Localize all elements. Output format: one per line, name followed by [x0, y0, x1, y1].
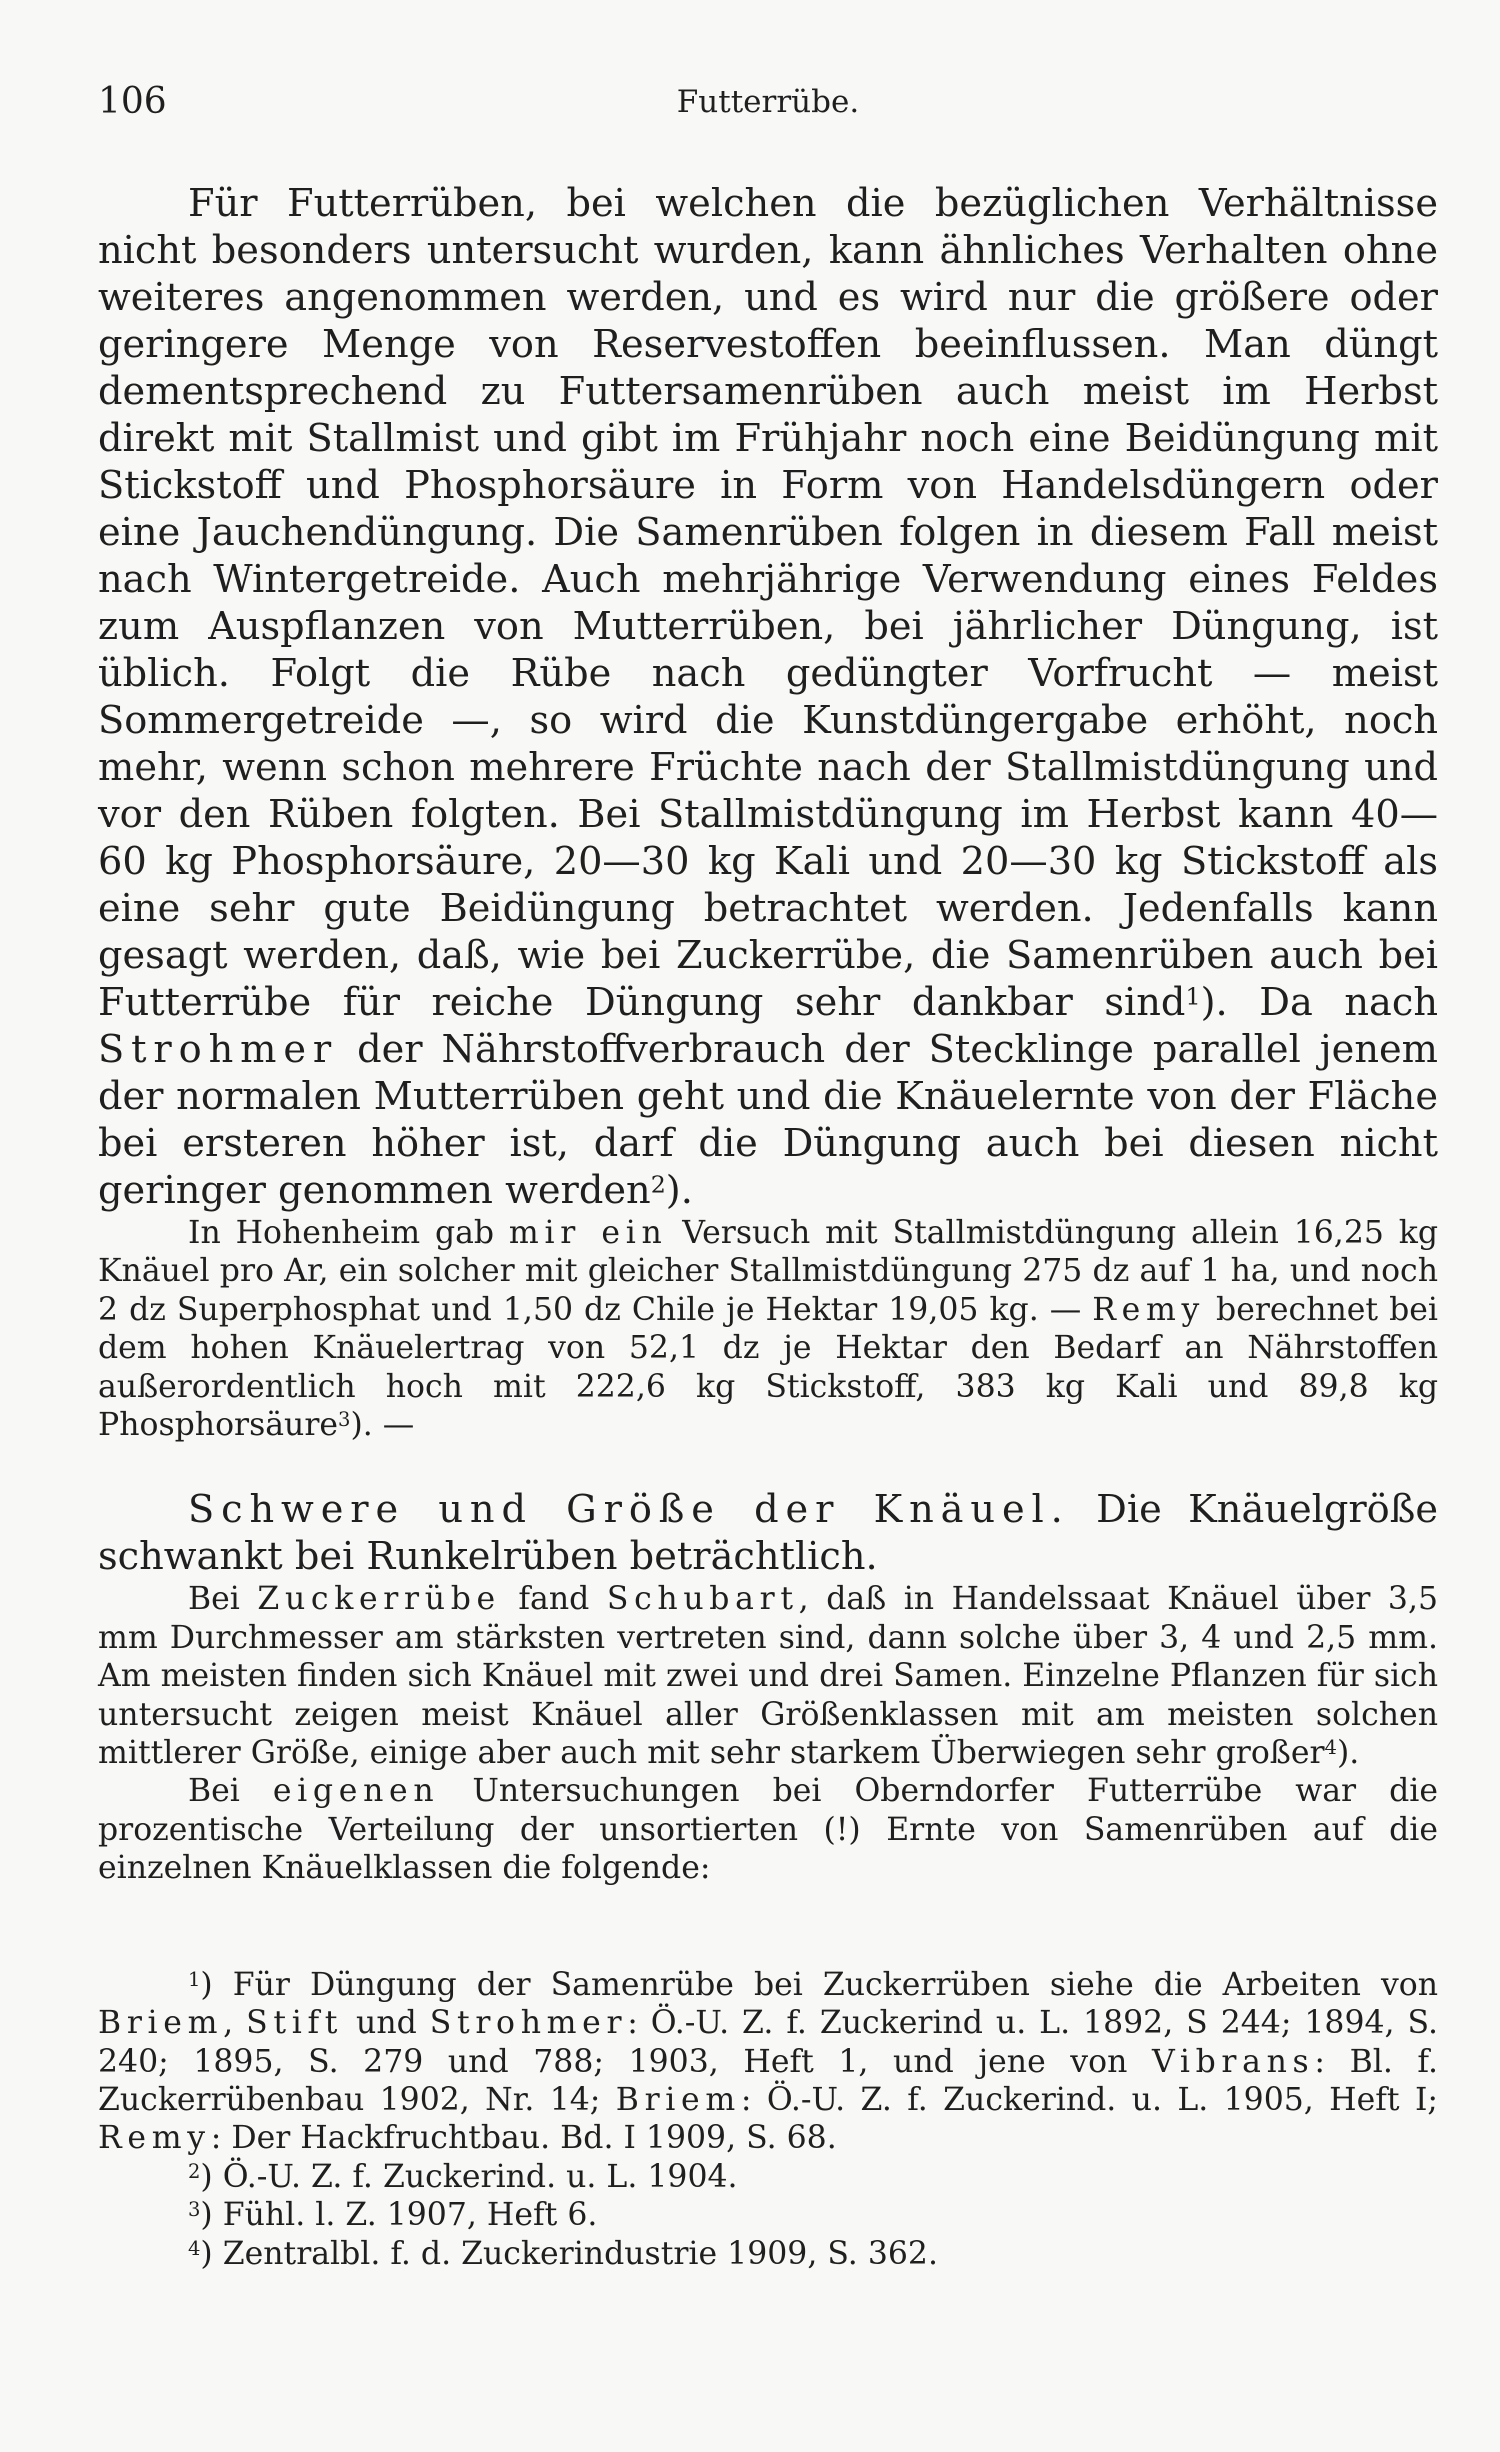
author-name: Vibrans	[1151, 2043, 1315, 2080]
text-run: In Hohenheim gab	[188, 1215, 509, 1251]
text-run: : Ö.-U. Z. f. Zuckerind u. L. 1892, S 244; 1894, S. 240; 1895, S. 279 und 788; 1903, Heft 1, und jene von	[98, 2005, 1438, 2080]
text-run: ) Zentralbl. f. d. Zuckerindustrie 1909, S. 362.	[200, 2235, 938, 2272]
footnote-1	[98, 1966, 1438, 2158]
footnote-marker: 2	[188, 2159, 201, 2183]
author-name: Stift	[246, 2005, 344, 2042]
text-run: ). Da nach	[1200, 980, 1438, 1025]
footnote-3	[98, 2196, 1438, 2234]
text-run: Bei	[188, 1581, 258, 1618]
text-run: ) Fühl. l. Z. 1907, Heft 6.	[200, 2197, 598, 2234]
text-run: Untersuchungen bei Oberndorfer Futterrübe war die prozentische Verteilung der unsortierten (!) Ernte von Samenrüben auf die einzelnen Knäuelklassen die folgende:	[98, 1773, 1438, 1887]
text-run: und	[343, 2005, 430, 2042]
spaced-emphasis: eigenen	[272, 1773, 440, 1810]
footnote-marker: 1	[188, 1967, 201, 1991]
text-run: , daß in Handelssaat Knäuel über 3,5 mm Durchmesser am stärksten vertreten sind, dann solche über 3, 4 und 2,5 mm. Am meisten finden sich Knäuel mit zwei und drei Samen. Einzelne Pflanzen für sich untersucht zeigen meist Knäuel aller Größenklassen mit am meisten solchen mittlerer Größe, einige aber auch mit sehr starkem Überwiegen sehr großer	[98, 1581, 1438, 1772]
text-run: ,	[223, 2005, 247, 2042]
text-run: ).	[1336, 1735, 1360, 1772]
author-name: Briem	[615, 2081, 741, 2118]
text-run: ). —	[350, 1407, 415, 1444]
text-run: : Bl. f. Zuckerrübenbau 1902, Nr. 14;	[98, 2043, 1438, 2118]
text-run: Die Knäuelgröße schwankt bei Runkelrüben beträchtlich.	[98, 1487, 1438, 1580]
text-run: : Der Hackfruchtbau. Bd. I 1909, S. 68.	[210, 2120, 837, 2157]
paragraph-fertilization	[98, 180, 1438, 1214]
text-run: Bei	[188, 1773, 273, 1810]
author-name-schubart: Schubart	[606, 1581, 799, 1618]
footnotes	[98, 1966, 1438, 2273]
paragraph-hohenheim-trial	[98, 1214, 1438, 1444]
text-run: ) Ö.-U. Z. f. Zuckerind. u. L. 1904.	[200, 2158, 738, 2195]
author-name: Briem	[98, 2005, 224, 2042]
text-run: berechnet bei dem hohen Knäuelertrag von 52,1 dz je Hektar den Bedarf an Nährstoffen außerordentlich hoch mit 222,6 kg Stickstoff, 383 kg Kali und 89,8 kg Phosphorsäure	[98, 1291, 1438, 1444]
text-run: Versuch mit Stallmistdüngung allein 16,25 kg Knäuel pro Ar, ein solcher mit gleicher Stallmistdüngung 275 dz auf 1 ha, und noch 2 dz Superphosphat und 1,50 dz Chile je Hektar 19,05 kg. —	[98, 1215, 1438, 1328]
author-name-strohmer: Strohmer	[98, 1027, 339, 1072]
text-run: Für Futterrüben, bei welchen die bezüglichen Verhältnisse nicht besonders untersucht wurden, kann ähnliches Verhalten ohne weiteres angenommen werden, und es wird nur die größere oder geringere Menge von Reservestoffen beeinflussen. Man düngt dementsprechend zu Futtersamenrüben auch meist im Herbst direkt mit Stallmist und gibt im Frühjahr noch eine Beidüngung mit Stickstoff und Phosphorsäure in Form von Handelsdüngern oder eine Jauchendüngung. Die Samenrüben folgen in diesem Fall meist nach Wintergetreide. Auch mehrjährige Verwendung eines Feldes zum Auspflanzen von Mutterrüben, bei jährlicher Düngung, ist üblich. Folgt die Rübe nach gedüngter Vorfrucht — meist Sommergetreide —, so wird die Kunstdüngergabe erhöht, noch mehr, wenn schon mehrere Früchte nach der Stallmistdüngung und vor den Rüben folgten. Bei Stallmistdüngung im Herbst kann 40—60 kg Phosphorsäure, 20—30 kg Kali und 20—30 kg Stickstoff als eine sehr gute Beidüngung betrachtet werden. Jedenfalls kann gesagt werden, daß, wie bei Zuckerrübe, die Samenrüben auch bei Futterrübe für reiche Düngung sehr dankbar sind	[98, 181, 1438, 1025]
text-run: fand	[500, 1581, 607, 1618]
footnote-ref-2: 2	[650, 1170, 666, 1199]
page-header	[98, 82, 1438, 132]
footnote-marker: 4	[188, 2236, 201, 2260]
spaced-emphasis: mir ein	[508, 1215, 668, 1251]
text-run: : Ö.-U. Z. f. Zuckerind. u. L. 1905, Heft I;	[740, 2081, 1439, 2118]
footnote-marker: 3	[188, 2198, 201, 2222]
footnote-ref-3: 3	[338, 1408, 351, 1432]
footnote-ref-4: 4	[1324, 1736, 1337, 1760]
section-heading-paragraph	[98, 1486, 1438, 1580]
footnote-2	[98, 2158, 1438, 2196]
author-name-remy: Remy	[1092, 1291, 1206, 1328]
paragraph-own-studies	[98, 1772, 1438, 1887]
page-content	[98, 180, 1438, 2273]
paragraph-schubart	[98, 1580, 1438, 1772]
running-title: Futterrübe.	[676, 84, 860, 120]
footnote-ref-1: 1	[1185, 982, 1201, 1011]
author-name: Remy	[98, 2120, 211, 2157]
text-run: ) Für Düngung der Samenrübe bei Zuckerrüben siehe die Arbeiten von	[200, 1966, 1438, 2003]
text-run: ).	[665, 1168, 693, 1213]
page-number: 106	[98, 81, 167, 122]
section-heading: Schwere und Größe der Knäuel.	[188, 1487, 1070, 1533]
footnote-4	[98, 2235, 1438, 2273]
author-name: Strohmer	[429, 2005, 628, 2042]
text-run: der Nährstoffverbrauch der Stecklinge parallel jenem der normalen Mutterrüben geht und die Knäuelernte von der Fläche bei ersteren höher ist, darf die Düngung auch bei diesen nicht geringer genommen werden	[98, 1027, 1438, 1213]
spaced-emphasis: Zuckerrübe	[257, 1581, 501, 1618]
